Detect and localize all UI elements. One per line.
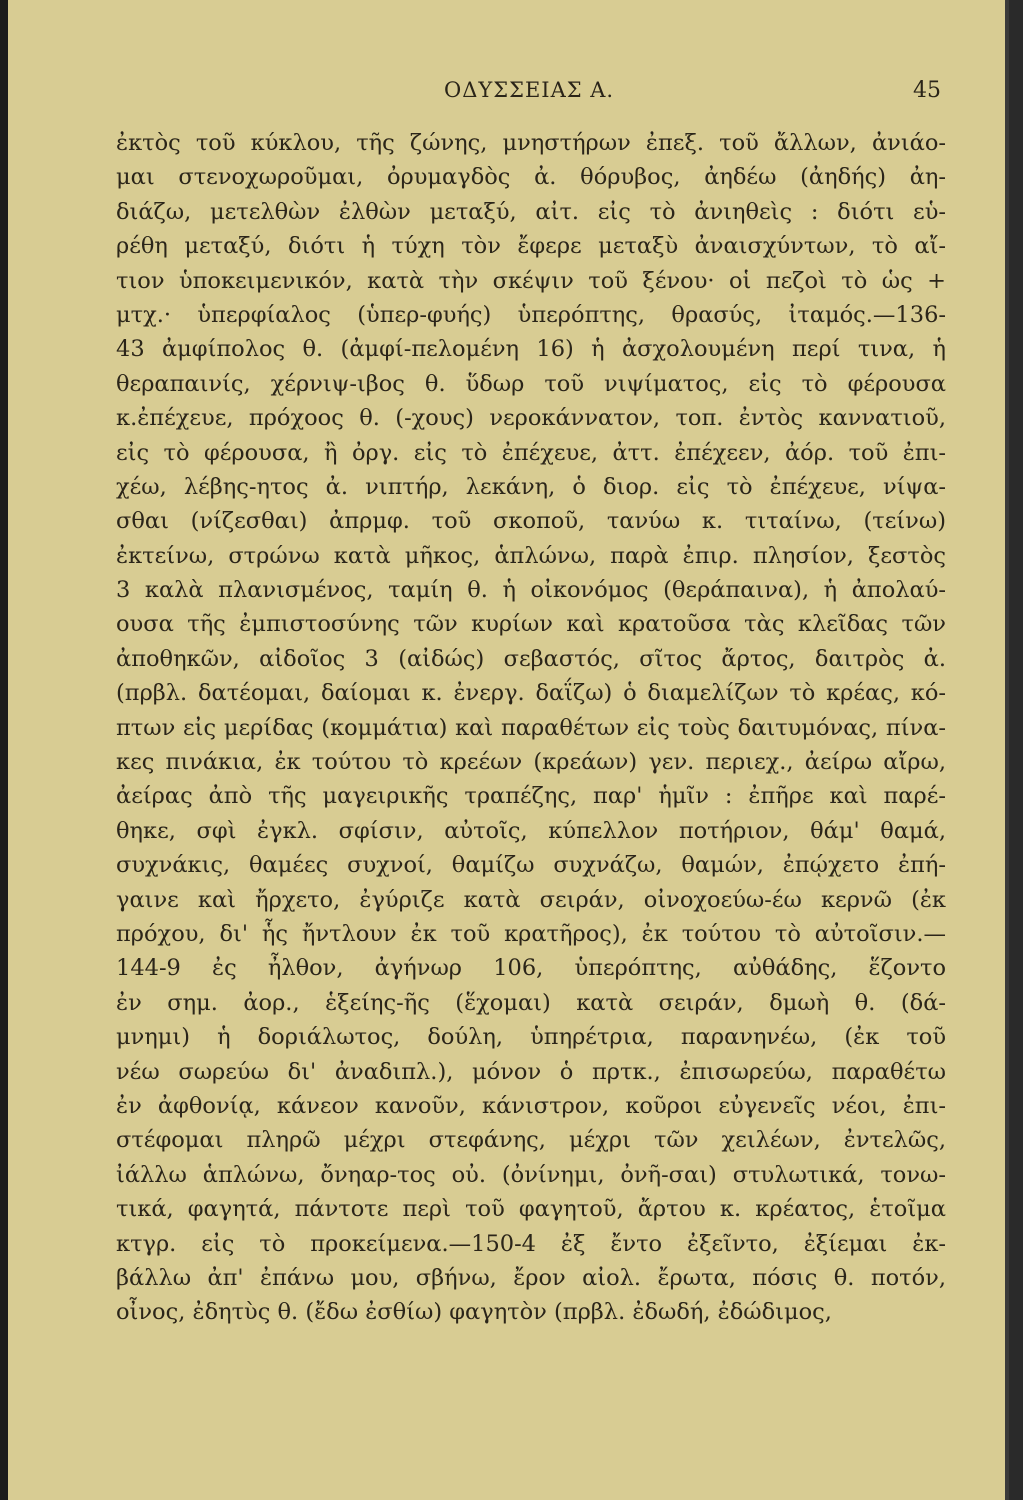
text-line: στέφομαι πληρῶ μέχρι στεφάνης, μέχρι τῶν χειλέων, ἐντελῶς, [116,1127,946,1154]
text-line: νέω σωρεύω δι' ἀναδιπλ.), μόνον ὁ πρτκ., ἐπισωρεύω, παραθέτω [116,1058,946,1085]
text-body [116,126,946,1330]
text-line: μτχ.· ὑπερφίαλος (ὑπερ-φυής) ὑπερόπτης, θρασύς, ἰταμός.—136- [116,301,946,328]
text-line: ἐκτείνω, στρώνω κατὰ μῆκος, ἁπλώνω, παρὰ ἐπιρ. πλησίον, ξεστὸς [116,542,946,569]
text-line: ουσα τῆς ἐμπιστοσύνης τῶν κυρίων καὶ κρατοῦσα τὰς κλεῖδας τῶν [116,611,946,638]
text-line: σθαι (νίζεσθαι) ἀπρμφ. τοῦ σκοποῦ, τανύω κ. τιταίνω, (τείνω) [116,508,946,535]
text-line: 3 καλὰ πλανισμένος, ταμίη θ. ἡ οἰκονόμος (θεράπαινα), ἡ ἀπολαύ- [116,577,946,604]
page-number: 45 [913,78,941,103]
text-line: τιον ὑποκειμενικόν, κατὰ τὴν σκέψιν τοῦ ξένου· οἱ πεζοὶ τὸ ὡς + [116,267,946,294]
text-line: 144-9 ἐς ἦλθον, ἀγήνωρ 106, ὑπερόπτης, αὐθάδης, ἕζοντο [116,955,946,982]
text-line: κ.ἐπέχευε, πρόχοος θ. (-χους) νεροκάννατον, τοπ. ἐντὸς καννατιοῦ, [116,405,946,432]
text-line: γαινε καὶ ἤρχετο, ἐγύριζε κατὰ σειράν, οἰνοχοεύω-έω κερνῶ (ἐκ [116,886,946,913]
text-line: 43 ἀμφίπολος θ. (ἀμφί-πελομένη 16) ἡ ἀσχολουμένη περί τινα, ἡ [116,336,946,363]
text-line: εἰς τὸ φέρουσα, ἢ ὀργ. εἰς τὸ ἐπέχευε, ἀττ. ἐπέχεεν, ἀόρ. τοῦ ἐπι- [116,439,946,466]
page-gutter [0,0,8,1500]
page-header [8,76,1005,112]
text-line: ἀείρας ἀπὸ τῆς μαγειρικῆς τραπέζης, παρ' ἡμῖν : ἐπῆρε καὶ παρέ- [116,783,946,810]
text-line: ἰάλλω ἁπλώνω, ὄνηαρ-τος οὐ. (ὀνίνημι, ὀνῆ-σαι) στυλωτικά, τονω- [116,1161,946,1188]
book-page [8,0,1009,1500]
text-line: ρέθη μεταξύ, διότι ἡ τύχη τὸν ἔφερε μεταξὺ ἀναισχύντων, τὸ αἴ- [116,233,946,260]
text-line: (πρβλ. δατέομαι, δαίομαι κ. ἐνεργ. δαΐζω) ὁ διαμελίζων τὸ κρέας, κό- [116,680,946,707]
text-line: θεραπαινίς, χέρνιψ-ιβος θ. ὕδωρ τοῦ νιψίματος, εἰς τὸ φέρουσα [116,370,946,397]
text-line: θηκε, σφὶ ἐγκλ. σφίσιν, αὐτοῖς, κύπελλον ποτήριον, θάμ' θαμά, [116,817,946,844]
text-line: μνημι) ἡ δοριάλωτος, δούλη, ὑπηρέτρια, παρανηνέω, (ἐκ τοῦ [116,1024,946,1051]
text-line: ἐν σημ. ἀορ., ἑξείης-ῆς (ἕχομαι) κατὰ σειράν, δμωὴ θ. (δά- [116,989,946,1016]
text-line: βάλλω ἀπ' ἐπάνω μου, σβήνω, ἔρον αἰολ. ἔρωτα, πόσις θ. ποτόν, [116,1264,946,1291]
text-line: τικά, φαγητά, πάντοτε περὶ τοῦ φαγητοῦ, ἄρτου κ. κρέατος, ἑτοῖμα [116,1196,946,1223]
text-line: ἀποθηκῶν, αἰδοῖος 3 (αἰδώς) σεβαστός, σῖτος ἄρτος, δαιτρὸς ἀ. [116,645,946,672]
text-line: πτων εἰς μερίδας (κομμάτια) καὶ παραθέτων εἰς τοὺς δαιτυμόνας, πίνα- [116,714,946,741]
text-line: συχνάκις, θαμέες συχνοί, θαμίζω συχνάζω, θαμών, ἐπῴχετο ἐπή- [116,852,946,879]
text-line: μαι στενοχωροῦμαι, ὀρυμαγδὸς ἀ. θόρυβος, ἀηδέω (ἀηδής) ἀη- [116,164,946,191]
text-line: πρόχου, δι' ἧς ἤντλουν ἐκ τοῦ κρατῆρος), ἐκ τούτου τὸ αὐτοῖσιν.— [116,920,946,947]
running-title: ΟΔΥΣΣΕΙΑΣ Α. [444,78,615,102]
text-line: κτγρ. εἰς τὸ προκείμενα.—150-4 ἐξ ἔντο ἐξεῖντο, ἐξίεμαι ἐκ- [116,1230,946,1257]
text-line: ἐκτὸς τοῦ κύκλου, τῆς ζώνης, μνηστήρων ἐπεξ. τοῦ ἄλλων, ἀνιάο- [116,130,946,156]
text-line: κες πινάκια, ἐκ τούτου τὸ κρεέων (κρεάων) γεν. περιεχ., ἀείρω αἴρω, [116,749,946,776]
text-line: ἐν ἀφθονίᾳ, κάνεον κανοῦν, κάνιστρον, κοῦροι εὐγενεῖς νέοι, ἐπι- [116,1092,946,1119]
text-line: διάζω, μετελθὼν ἐλθὼν μεταξύ, αἰτ. εἰς τὸ ἀνιηθεὶς : διότι εὑ- [116,198,946,225]
text-line: οἶνος, ἐδητὺς θ. (ἔδω ἐσθίω) φαγητὸν (πρβλ. ἐδωδή, ἐδώδιμος, [116,1299,832,1326]
text-line: χέω, λέβης-ητος ἀ. νιπτήρ, λεκάνη, ὁ διορ. εἰς τὸ ἐπέχευε, νίψα- [116,473,946,500]
